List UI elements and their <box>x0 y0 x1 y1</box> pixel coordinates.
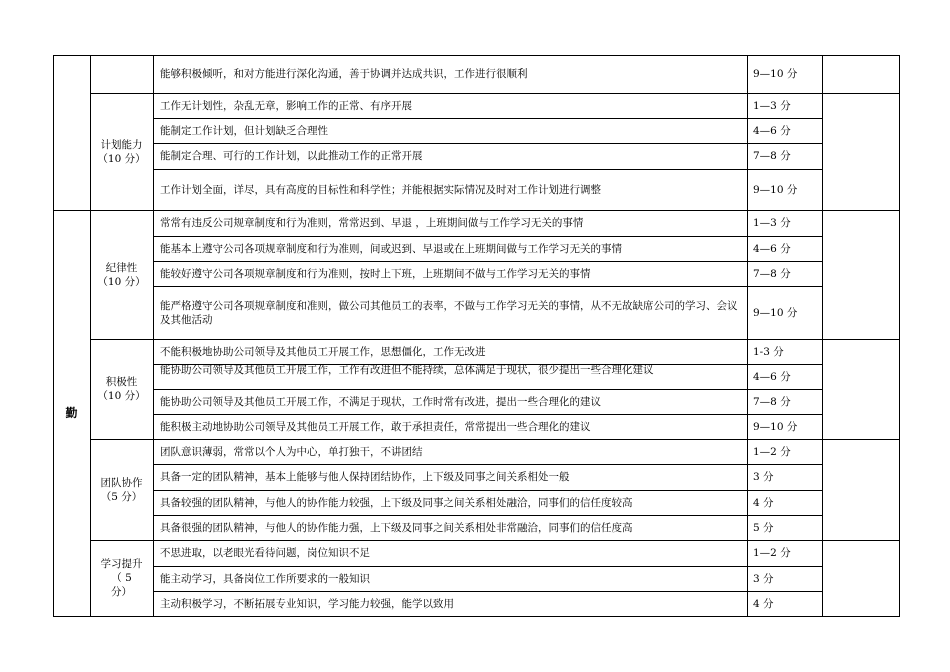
criterion-text: 能制定合理、可行的工作计划，以此推动工作的正常开展 <box>160 150 423 162</box>
score-range: 9—10 分 <box>753 68 798 80</box>
criterion-text: 主动积极学习，不断拓展专业知识，学习能力较强，能学以致用 <box>160 598 454 610</box>
score-range: 1—3 分 <box>753 217 791 229</box>
score-range: 9—10 分 <box>753 307 798 319</box>
row-divider <box>747 389 822 390</box>
row-divider <box>747 515 822 516</box>
group-divider <box>90 93 899 94</box>
criterion-text: 工作无计划性，杂乱无章，影响工作的正常、有序开展 <box>160 100 412 112</box>
row-divider <box>153 464 747 465</box>
group-divider <box>90 540 899 541</box>
row-divider <box>153 490 747 491</box>
row-divider <box>153 286 747 287</box>
column-divider <box>822 55 823 616</box>
score-range: 4 分 <box>753 598 774 610</box>
group-name: 积极性 （10 分） <box>97 376 146 402</box>
score-range: 1-3 分 <box>753 346 784 358</box>
criterion-text: 工作计划全面，详尽，具有高度的目标性和科学性；并能根据实际情况及时对工作计划进行调整 <box>160 184 601 196</box>
row-divider <box>747 566 822 567</box>
score-range: 3 分 <box>753 573 774 585</box>
score-range: 7—8 分 <box>753 268 791 280</box>
column-divider <box>747 55 748 616</box>
score-range: 1—2 分 <box>753 446 791 458</box>
row-divider <box>153 118 747 119</box>
score-range: 9—10 分 <box>753 184 798 196</box>
row-divider <box>153 143 747 144</box>
score-range: 4—6 分 <box>753 371 791 383</box>
table-bottom-border <box>53 616 900 617</box>
score-range: 7—8 分 <box>753 396 791 408</box>
score-range: 1—3 分 <box>753 100 791 112</box>
score-range: 7—8 分 <box>753 150 791 162</box>
score-range: 3 分 <box>753 471 774 483</box>
row-divider <box>747 118 822 119</box>
score-range: 5 分 <box>753 522 774 534</box>
row-divider <box>747 364 822 365</box>
criterion-text: 能制定工作计划，但计划缺乏合理性 <box>160 125 328 137</box>
criterion-text: 具备较强的团队精神，与他人的协作能力较强，上下级及同事之间关系相处融洽，同事们的信任度较高 <box>160 497 633 509</box>
criterion-text: 能够积极倾听，和对方能进行深化沟通，善于协调并达成共识，工作进行很顺利 <box>160 68 528 80</box>
group-name: 学习提升 （ 5 分） <box>100 558 143 598</box>
row-divider <box>747 464 822 465</box>
row-divider <box>747 236 822 237</box>
table-right-border <box>899 55 900 616</box>
row-divider <box>153 515 747 516</box>
criterion-text: 能较好遵守公司各项规章制度和行为准则，按时上下班，上班期间不做与工作学习无关的事情 <box>160 268 591 280</box>
criterion-text: 不能积极地协助公司领导及其他员工开展工作，思想僵化，工作无改进 <box>160 346 486 358</box>
group-divider <box>90 210 899 211</box>
row-divider <box>747 143 822 144</box>
criterion-text: 具备很强的团队精神，与他人的协作能力强，上下级及同事之间关系相处非常融洽，同事们的信任度高 <box>160 522 633 534</box>
group-divider <box>90 339 899 340</box>
group-name: 计划能力 （10 分） <box>97 139 146 165</box>
group-name: 团队协作 （5 分） <box>100 477 143 503</box>
category-label: 勤 <box>65 406 78 420</box>
row-divider <box>153 169 747 170</box>
row-divider <box>747 261 822 262</box>
criterion-text: 不思进取，以老眼光看待问题，岗位知识不足 <box>160 547 370 559</box>
criterion-text: 能严格遵守公司各项规章制度和准则，做公司其他员工的表率，不做与工作学习无关的事情，从不无故缺席公司的学习、会议及其他活动 <box>160 300 738 326</box>
group-name: 纪律性 （10 分） <box>97 262 146 288</box>
criterion-text: 能协助公司领导及其他员工开展工作，工作有改进但不能持续，总体满足于现状，很少提出一些合理化建议 <box>160 364 654 376</box>
row-divider <box>153 591 747 592</box>
row-divider <box>747 591 822 592</box>
score-range: 4—6 分 <box>753 125 791 137</box>
score-range: 9—10 分 <box>753 421 798 433</box>
group-divider <box>90 55 899 56</box>
column-divider <box>153 210 154 339</box>
row-divider <box>747 286 822 287</box>
criterion-text: 能积极主动地协助公司领导及其他员工开展工作，敢于承担责任，常常提出一些合理化的建议 <box>160 421 591 433</box>
row-divider <box>153 414 747 415</box>
score-range: 1—2 分 <box>753 547 791 559</box>
row-divider <box>747 490 822 491</box>
criterion-text: 常常有违反公司规章制度和行为准则，常常迟到、早退 ，上班期间做与工作学习无关的事情 <box>160 217 584 229</box>
column-divider <box>153 540 154 616</box>
group-divider <box>90 439 899 440</box>
criterion-text: 能主动学习，具备岗位工作所要求的一般知识 <box>160 573 370 585</box>
row-divider <box>153 236 747 237</box>
column-divider <box>153 93 154 210</box>
criterion-text: 能协助公司领导及其他员工开展工作，不满足于现状，工作时常有改进，提出一些合理化的建议 <box>160 396 601 408</box>
row-divider <box>153 389 747 390</box>
row-divider <box>153 261 747 262</box>
criterion-text: 能基本上遵守公司各项规章制度和行为准则，间或迟到、早退或在上班期间做与工作学习无关的事情 <box>160 243 622 255</box>
row-divider <box>747 414 822 415</box>
column-divider <box>153 55 154 93</box>
row-divider <box>153 566 747 567</box>
score-range: 4 分 <box>753 497 774 509</box>
column-divider <box>90 55 91 616</box>
criterion-text: 具备一定的团队精神，基本上能够与他人保持团结协作，上下级及同事之间关系相处一般 <box>160 471 570 483</box>
table-left-border <box>53 55 54 616</box>
criterion-text: 团队意识薄弱，常常以个人为中心，单打独干，不讲团结 <box>160 446 423 458</box>
row-divider <box>747 169 822 170</box>
score-range: 4—6 分 <box>753 243 791 255</box>
